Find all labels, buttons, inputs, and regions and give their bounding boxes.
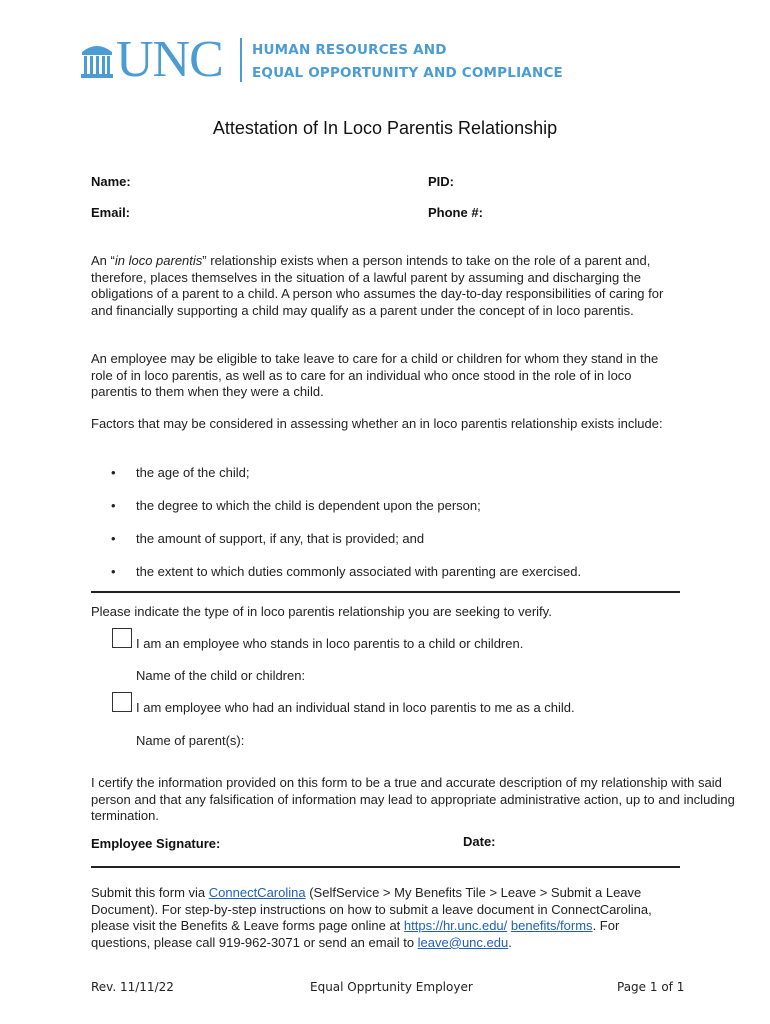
dept-line-2: EQUAL OPPORTUNITY AND COMPLIANCE	[252, 65, 563, 81]
factors-paragraph: Factors that may be considered in assessing whether an in loco parentis relationship exists include:	[91, 416, 663, 431]
old-well-icon	[80, 38, 114, 82]
section-divider	[91, 591, 680, 593]
pid-label: PID:	[428, 174, 454, 189]
p1-prefix: An “	[91, 253, 115, 268]
email-link[interactable]: leave@unc.edu	[417, 934, 509, 950]
list-item: the degree to which the child is dependent upon the person;	[136, 498, 481, 513]
certification-text: I certify the information provided on this form to be a true and accurate description of my relationship with said person and that any falsification of information may lead to appropriate administrative action, up to and including termination.	[91, 775, 735, 824]
eligibility-paragraph: An employee may be eligible to take leave to care for a child or children for whom they stand in the role of in loco parentis, as well as to care for an individual who once stood in the role of in loco parentis to them when they were a child.	[91, 351, 659, 400]
page-title: Attestation of In Loco Parentis Relationship	[212, 118, 558, 138]
footer-eoe: Equal Opprtunity Employer	[310, 980, 473, 994]
definition-paragraph	[91, 253, 681, 319]
list-item: the age of the child;	[136, 465, 250, 480]
submit-text-1: Submit this form via	[91, 885, 209, 900]
unc-wordmark: UNC	[116, 31, 223, 88]
signature-label: Employee Signature:	[91, 836, 221, 851]
department-name	[252, 39, 563, 85]
child-name-label: Name of the child or children:	[136, 668, 306, 683]
name-label: Name:	[91, 174, 131, 189]
forms-link-part1[interactable]: https://hr.unc.edu/	[403, 918, 508, 934]
connectcarolina-link[interactable]: ConnectCarolina	[208, 885, 306, 900]
bullet-marker: •	[111, 498, 116, 513]
page-number: Page 1 of 1	[617, 980, 685, 994]
option2-checkbox[interactable]	[112, 692, 132, 712]
submit-text-4: .	[508, 934, 512, 950]
list-item: the extent to which duties commonly associated with parenting are exercised.	[136, 564, 582, 579]
bullet-marker: •	[111, 465, 116, 480]
option1-checkbox[interactable]	[112, 628, 132, 648]
submit-text-2: (SelfService > My Benefits Tile > Leave > Submit a Leave Document). For step-by-step instructions on how to submit a leave document in ConnectCarolina, please visit the Benefits & Leave forms page online at	[91, 885, 652, 934]
unc-logo	[80, 31, 580, 88]
list-item: the amount of support, if any, that is provided; and	[136, 531, 425, 546]
parent-name-label: Name of parent(s):	[136, 733, 245, 748]
dept-line-1: HUMAN RESOURCES AND	[252, 42, 447, 58]
option1-label: I am an employee who stands in loco parentis to a child or children.	[136, 636, 524, 651]
bullet-marker: •	[111, 531, 116, 546]
p1-rest: ” relationship exists when a person intends to take on the role of a parent and, therefore, places themselves in the situation of a lawful parent by assuming and discharging the obligations of a parent to a child. A person who assumes the day-to-day responsibilities of caring for and financially supporting a child may qualify as a parent under the concept of in loco parentis.	[91, 253, 664, 318]
forms-link-part2[interactable]: benefits/forms	[510, 918, 593, 934]
bullet-marker: •	[111, 564, 116, 579]
date-label: Date:	[463, 834, 496, 849]
option2-label: I am employee who had an individual stand in loco parentis to me as a child.	[136, 700, 575, 715]
email-label: Email:	[91, 205, 131, 220]
verify-prompt: Please indicate the type of in loco parentis relationship you are seeking to verify.	[91, 604, 552, 619]
revision-date: Rev. 11/11/22	[91, 980, 174, 994]
logo-divider	[240, 38, 242, 82]
phone-label: Phone #:	[428, 205, 483, 220]
submit-text-3: . For questions, please call 919-962-3071 or send an email to	[91, 918, 620, 950]
p1-italic-term: in loco parentis	[114, 253, 203, 268]
section-divider	[91, 866, 680, 868]
submit-instructions	[91, 885, 676, 951]
